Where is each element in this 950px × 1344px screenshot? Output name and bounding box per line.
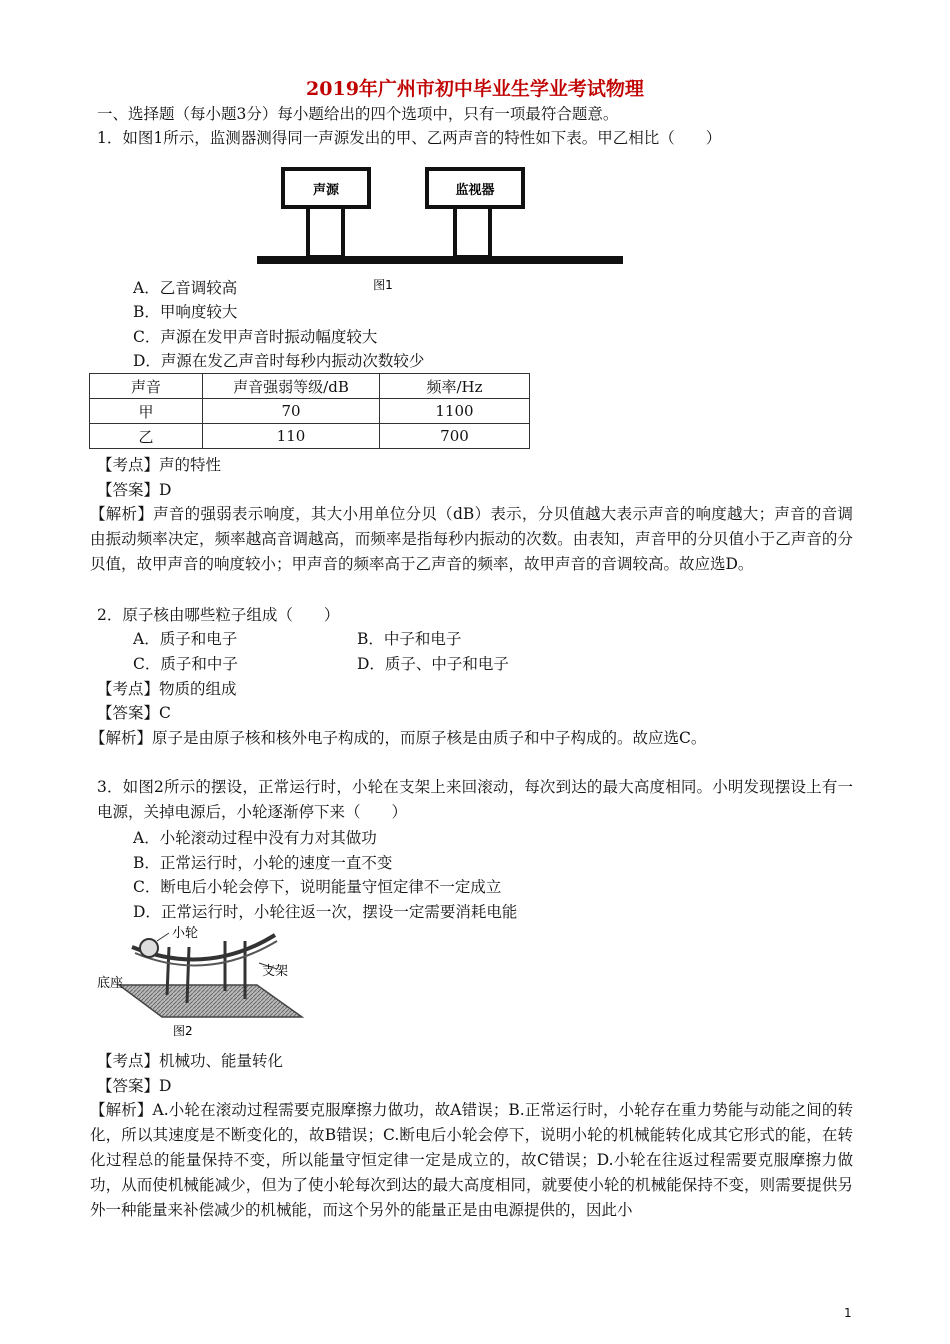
figure-2-base-label: 底座: [97, 976, 124, 991]
table-cell: 70: [203, 399, 380, 424]
table-cell: 110: [203, 424, 380, 449]
figure-1-source-label: 声源: [312, 183, 340, 198]
q2-option-d: D．质子、中子和电子: [357, 655, 509, 673]
figure-1-caption: 图1: [373, 278, 393, 292]
section-heading: 一、选择题（每小题3分）每小题给出的四个选项中，只有一项最符合题意。: [97, 105, 619, 123]
figure-1-monitor-label: 监视器: [455, 183, 495, 198]
table-cell: 700: [380, 424, 530, 449]
q1-answer: 【答案】D: [97, 481, 172, 499]
q1-option-a: A．乙音调较高: [133, 279, 238, 297]
table-cell: 乙: [90, 424, 203, 449]
page-number: 1: [844, 1306, 852, 1320]
figure-1: [250, 158, 630, 293]
q2-analysis: 【解析】原子是由原子核和核外电子构成的，而原子核是由质子和中子构成的。故应选C。: [90, 729, 707, 747]
q2-answer: 【答案】C: [97, 704, 171, 722]
figure-2-support-label: 支架: [262, 964, 289, 979]
figure-2-base: [119, 985, 302, 1017]
table-row: [90, 399, 530, 424]
q1-option-b: B．甲响度较大: [133, 303, 238, 321]
q3-option-b: B．正常运行时，小轮的速度一直不变: [133, 854, 393, 872]
figure-2: [97, 925, 312, 1040]
q3-option-c: C．断电后小轮会停下，说明能量守恒定律不一定成立: [133, 878, 502, 896]
table-cell: 1100: [380, 399, 530, 424]
q2-option-c: C．质子和中子: [133, 655, 238, 673]
q3-kaodian: 【考点】机械功、能量转化: [97, 1052, 284, 1070]
table-header-row: [90, 374, 530, 399]
q3-stem: 3．如图2所示的摆设，正常运行时，小轮在支架上来回滚动，每次到达的最大高度相同。小明发现摆设上有一电源，关掉电源后，小轮逐渐停下来（ ）: [97, 778, 853, 821]
table-cell: 甲: [90, 399, 203, 424]
q2-stem: 2．原子核由哪些粒子组成（ ）: [97, 606, 340, 624]
q3-option-d: D．正常运行时，小轮往返一次，摆设一定需要消耗电能: [133, 903, 518, 921]
q2-option-a: A．质子和电子: [133, 630, 238, 648]
q1-kaodian: 【考点】声的特性: [97, 456, 222, 474]
figure-2-wheel: [140, 939, 158, 957]
q3-analysis: 【解析】A.小轮在滚动过程需要克服摩擦力做功，故A错误；B.正常运行时，小轮存在重力势能与动能之间的转化，所以其速度是不断变化的，故B错误；C.断电后小轮会停下，说明小轮的机械能转化成其它形式的能，在转化过程总的能量保持不变，所以能量守恒定律一定是成立的，故C错误；D.小轮在往返过程需要克服摩擦力做功，从而使机械能减少，但为了使小轮每次到达的最大高度相同，就要使小轮的机械能保持不变，则需要提供另外一种能量来补偿减少的机械能，而这个另外的能量正是由电源提供的，因此小: [90, 1101, 853, 1219]
figure-2-caption: 图2: [173, 1024, 193, 1038]
table-header-cell: 声音强弱等级/dB: [203, 374, 380, 399]
table-header-cell: 频率/Hz: [380, 374, 530, 399]
q1-option-c: C．声源在发甲声音时振动幅度较大: [133, 328, 378, 346]
q2-kaodian: 【考点】物质的组成: [97, 680, 237, 698]
page-title: 2019年广州市初中毕业生学业考试物理: [306, 78, 644, 100]
q1-analysis: 【解析】声音的强弱表示响度，其大小用单位分贝（dB）表示，分贝值越大表示声音的响度越大；声音的音调由振动频率决定，频率越高音调越高，而频率是指每秒内振动的次数。由表知，声音甲的分贝值小于乙声音的分贝值，故甲声音的响度较小；甲声音的频率高于乙声音的频率，故甲声音的音调较高。故应选D。: [90, 505, 853, 573]
q3-option-a: A．小轮滚动过程中没有力对其做功: [133, 829, 377, 847]
table-header-cell: 声音: [90, 374, 203, 399]
figure-2-wheel-label: 小轮: [172, 926, 199, 941]
q3-answer: 【答案】D: [97, 1077, 172, 1095]
q1-stem: 1．如图1所示，监测器测得同一声源发出的甲、乙两声音的特性如下表。甲乙相比（ ）: [97, 129, 722, 147]
q2-option-b: B．中子和电子: [357, 630, 462, 648]
q1-option-d: D．声源在发乙声音时每秒内振动次数较少: [133, 352, 425, 370]
q1-sound-table: [89, 373, 530, 449]
table-row: [90, 424, 530, 449]
